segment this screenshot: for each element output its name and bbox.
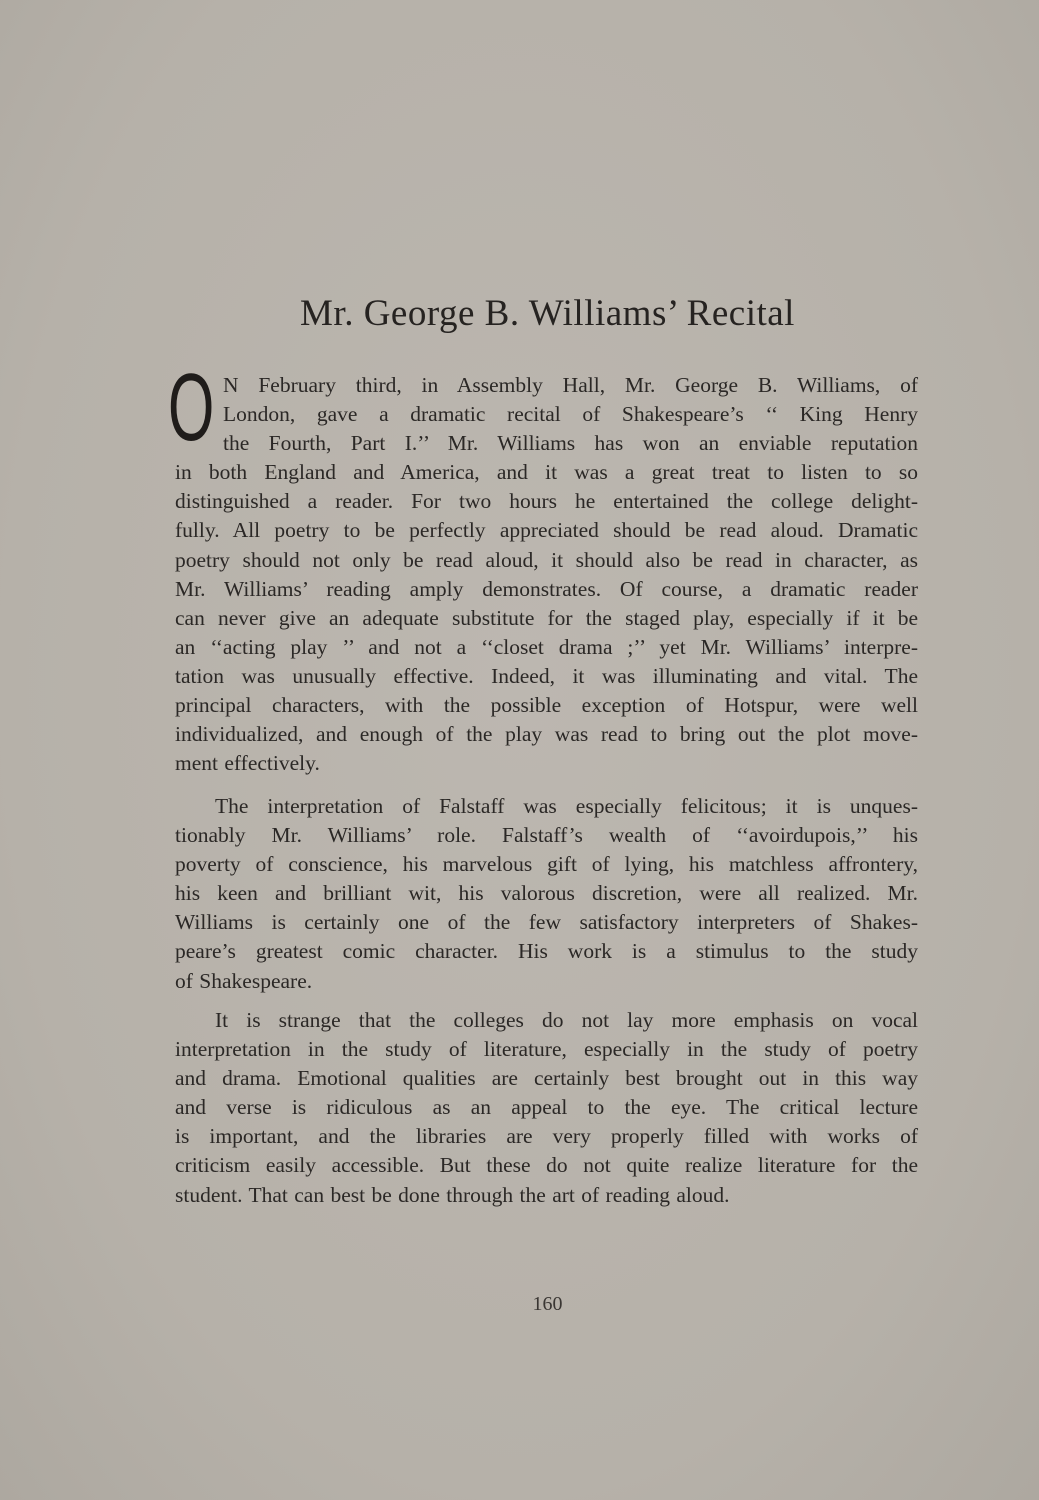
text-line: It is strange that the colleges do not lay more emphasis on vocal	[215, 1008, 918, 1032]
text-line: his keen and brilliant wit, his valorous discretion, were all realized. Mr.	[175, 881, 918, 906]
text-line: criticism easily accessible. But these do not quite realize literature for the	[175, 1153, 918, 1178]
page-number: 160	[532, 1293, 563, 1315]
paragraph-3	[175, 1006, 918, 1210]
drop-cap: O	[168, 354, 215, 461]
text-line: poetry should not only be read aloud, it should also be read in character, as	[175, 547, 918, 572]
text-line: is important, and the libraries are very properly filled with works of	[175, 1124, 918, 1149]
text-line: distinguished a reader. For two hours he entertained the college delight-	[175, 489, 918, 514]
text-line: N February third, in Assembly Hall, Mr. George B. Williams, of	[223, 373, 918, 397]
article-title: Mr. George B. Williams’ Recital	[300, 293, 795, 334]
text-line: of Shakespeare.	[175, 968, 313, 993]
text-line: Williams is certainly one of the few satisfactory interpreters of Shakes-	[175, 910, 918, 935]
text-line: principal characters, with the possible exception of Hotspur, were well	[175, 693, 918, 718]
text-line: and drama. Emotional qualities are certainly best brought out in this way	[175, 1066, 918, 1091]
text-line: interpretation in the study of literature, especially in the study of poetry	[175, 1037, 918, 1062]
text-line: ment effectively.	[175, 751, 320, 776]
text-line: can never give an adequate substitute for the staged play, especially if it be	[175, 605, 918, 630]
text-line: peare’s greatest comic character. His work is a stimulus to the study	[175, 939, 918, 964]
text-line: tation was unusually effective. Indeed, it was illuminating and vital. The	[175, 663, 918, 688]
text-line: Mr. Williams’ reading amply demonstrates. Of course, a dramatic reader	[175, 576, 918, 601]
text-line: the Fourth, Part I.’’ Mr. Williams has won an enviable reputation	[223, 431, 918, 456]
text-line: The interpretation of Falstaff was especially felicitous; it is unques-	[215, 794, 918, 818]
text-line: individualized, and enough of the play was read to bring out the plot move-	[175, 722, 918, 747]
text-line: and verse is ridiculous as an appeal to the eye. The critical lecture	[175, 1095, 918, 1120]
text-line: an ‘‘acting play ’’ and not a ‘‘closet drama ;’’ yet Mr. Williams’ interpre-	[175, 634, 918, 659]
paragraph-2	[175, 792, 918, 996]
text-line: tionably Mr. Williams’ role. Falstaff’s wealth of ‘‘avoirdupois,’’ his	[175, 823, 918, 848]
text-line: student. That can best be done through the art of reading aloud.	[175, 1182, 730, 1207]
text-line: in both England and America, and it was a great treat to listen to so	[175, 460, 918, 485]
text-line: fully. All poetry to be perfectly appreciated should be read aloud. Dramatic	[175, 518, 918, 543]
text-line: London, gave a dramatic recital of Shakespeare’s ‘‘ King Henry	[223, 402, 918, 427]
paragraph-1	[175, 371, 918, 778]
text-line: poverty of conscience, his marvelous gift of lying, his matchless affrontery,	[175, 852, 918, 877]
